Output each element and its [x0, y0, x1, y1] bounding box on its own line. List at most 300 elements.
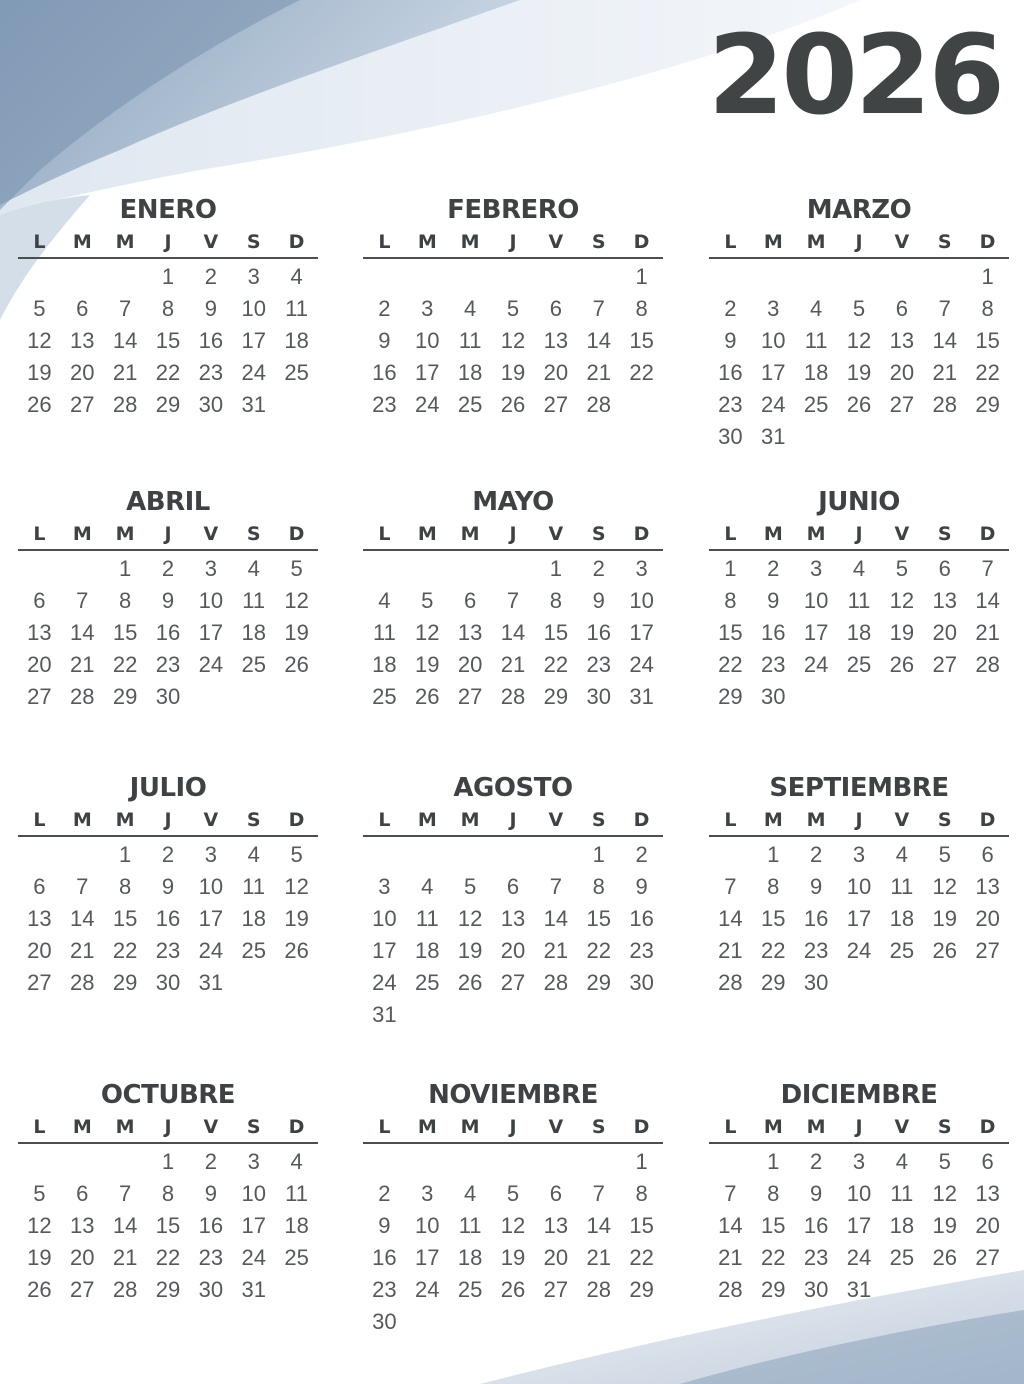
day-cell: 22	[155, 1245, 181, 1270]
weekday-label: L	[724, 1116, 737, 1138]
day-cell: 10	[241, 296, 266, 321]
day-cell: 9	[378, 1213, 391, 1238]
day-cell: 25	[415, 970, 440, 995]
day-cell: 5	[33, 1181, 46, 1206]
month-5	[363, 485, 663, 713]
day-cell: 19	[500, 1245, 526, 1270]
weekday-label: D	[979, 231, 996, 253]
day-cell: 6	[506, 874, 520, 899]
day-cell: 9	[204, 1181, 217, 1206]
day-cell: 27	[543, 392, 569, 417]
day-grid	[18, 839, 318, 999]
day-cell: 14	[70, 906, 95, 931]
day-cell: 27	[543, 1277, 569, 1302]
weekday-label: V	[203, 809, 219, 831]
day-cell: 25	[372, 684, 397, 709]
day-cell: 8	[767, 1181, 780, 1206]
day-cell: 14	[70, 620, 95, 645]
weekday-label: J	[855, 231, 863, 253]
day-cell: 9	[810, 1181, 823, 1206]
day-cell: 19	[457, 938, 483, 963]
month-3	[709, 193, 1009, 453]
day-cell: 14	[975, 588, 1000, 613]
month-name: JUNIO	[818, 487, 900, 517]
day-cell: 9	[635, 874, 648, 899]
day-cell: 21	[70, 652, 95, 677]
day-cell: 29	[155, 1277, 181, 1302]
day-cell: 17	[846, 1213, 872, 1238]
day-cell: 6	[895, 296, 908, 321]
month-8	[363, 771, 663, 1031]
day-cell: 27	[27, 684, 52, 709]
day-cell: 28	[112, 392, 138, 417]
weekday-label: L	[378, 231, 391, 253]
day-cell: 20	[975, 906, 1000, 931]
weekday-label: L	[724, 231, 737, 253]
day-cell: 12	[284, 874, 309, 899]
weekday-label: V	[203, 1116, 219, 1138]
day-cell: 15	[586, 906, 611, 931]
day-cell: 30	[803, 1277, 829, 1302]
day-cell: 16	[155, 620, 181, 645]
day-cell: 11	[285, 1181, 308, 1206]
weekday-label: J	[164, 231, 172, 253]
day-cell: 17	[241, 328, 266, 353]
day-cell: 4	[247, 556, 260, 581]
month-12	[709, 1078, 1009, 1306]
day-cell: 24	[198, 938, 224, 963]
weekday-label: L	[378, 809, 391, 831]
weekday-label: D	[288, 523, 305, 545]
day-cell: 23	[761, 652, 786, 677]
day-cell: 12	[932, 1181, 957, 1206]
weekday-label: D	[633, 809, 650, 831]
day-cell: 7	[119, 296, 132, 321]
day-cell: 7	[549, 874, 562, 899]
day-cell: 16	[803, 906, 829, 931]
day-cell: 26	[846, 392, 872, 417]
day-cell: 14	[112, 328, 138, 353]
day-cell: 8	[635, 296, 648, 321]
day-cell: 17	[415, 1245, 440, 1270]
day-cell: 18	[415, 938, 440, 963]
day-cell: 28	[70, 684, 95, 709]
day-cell: 9	[767, 588, 780, 613]
weekday-label: D	[979, 1116, 996, 1138]
weekday-label: D	[288, 231, 305, 253]
day-cell: 4	[290, 264, 303, 289]
day-cell: 17	[198, 906, 224, 931]
day-cell: 8	[635, 1181, 648, 1206]
day-cell: 11	[458, 328, 482, 353]
day-cell: 4	[895, 1149, 908, 1174]
day-cell: 30	[803, 970, 829, 995]
day-cell: 29	[112, 970, 138, 995]
day-cell: 23	[372, 1277, 397, 1302]
day-cell: 6	[981, 842, 994, 867]
day-cell: 29	[629, 1277, 654, 1302]
day-cell: 15	[155, 328, 181, 353]
day-cell: 15	[112, 620, 138, 645]
day-cell: 9	[810, 874, 823, 899]
day-cell: 26	[457, 970, 483, 995]
day-cell: 22	[718, 652, 743, 677]
weekday-label: S	[937, 1116, 952, 1138]
day-cell: 4	[421, 874, 434, 899]
day-cell: 5	[938, 1149, 951, 1174]
weekday-label: S	[591, 1116, 606, 1138]
month-name: MAYO	[472, 487, 554, 517]
day-cell: 3	[421, 1181, 434, 1206]
day-cell: 14	[586, 328, 611, 353]
day-cell: 11	[285, 296, 308, 321]
day-cell: 12	[500, 1213, 526, 1238]
day-cell: 16	[586, 620, 611, 645]
weekday-label: S	[591, 523, 606, 545]
weekday-label: S	[246, 1116, 261, 1138]
weekday-label: S	[246, 523, 261, 545]
day-cell: 14	[932, 328, 957, 353]
day-cell: 20	[975, 1213, 1000, 1238]
day-cell: 19	[846, 360, 872, 385]
day-cell: 16	[629, 906, 654, 931]
day-cell: 2	[635, 842, 648, 867]
day-cell: 27	[975, 1245, 1000, 1270]
weekday-label: V	[548, 809, 564, 831]
day-cell: 6	[33, 874, 46, 899]
day-cell: 30	[155, 970, 181, 995]
day-cell: 10	[415, 1213, 440, 1238]
day-cell: 28	[932, 392, 957, 417]
day-cell: 19	[500, 360, 526, 385]
day-grid	[363, 839, 663, 1031]
day-cell: 7	[724, 1181, 737, 1206]
day-cell: 27	[500, 970, 526, 995]
weekday-label: D	[633, 523, 650, 545]
day-cell: 18	[241, 906, 266, 931]
day-cell: 5	[852, 296, 866, 321]
day-cell: 13	[932, 588, 957, 613]
day-cell: 16	[761, 620, 786, 645]
day-cell: 13	[543, 328, 569, 353]
day-cell: 30	[372, 1309, 397, 1334]
weekday-header	[18, 807, 318, 837]
day-cell: 26	[889, 652, 915, 677]
month-name: JULIO	[129, 773, 207, 803]
day-cell: 5	[464, 874, 477, 899]
weekday-label: S	[246, 231, 261, 253]
day-cell: 20	[27, 938, 52, 963]
day-cell: 16	[372, 360, 397, 385]
day-grid	[363, 1146, 663, 1338]
month-1	[18, 193, 318, 421]
day-cell: 16	[155, 906, 181, 931]
weekday-label: D	[633, 231, 650, 253]
weekday-label: J	[855, 1116, 863, 1138]
day-cell: 28	[112, 1277, 138, 1302]
weekday-label: S	[937, 523, 952, 545]
day-cell: 20	[457, 652, 483, 677]
weekday-label: M	[115, 809, 135, 831]
day-cell: 12	[415, 620, 440, 645]
day-cell: 11	[847, 588, 871, 613]
day-cell: 8	[119, 874, 132, 899]
weekday-label: V	[894, 1116, 910, 1138]
day-cell: 13	[500, 906, 526, 931]
weekday-label: M	[417, 231, 437, 253]
weekday-label: M	[115, 523, 135, 545]
weekday-header	[709, 521, 1009, 551]
weekday-header	[18, 229, 318, 259]
day-cell: 23	[718, 392, 743, 417]
day-cell: 23	[198, 360, 224, 385]
day-cell: 30	[586, 684, 611, 709]
day-cell: 20	[70, 1245, 95, 1270]
day-cell: 21	[586, 1245, 611, 1270]
day-cell: 15	[543, 620, 569, 645]
weekday-label: J	[855, 809, 863, 831]
day-cell: 8	[161, 1181, 175, 1206]
day-cell: 7	[76, 588, 89, 613]
day-cell: 31	[629, 684, 654, 709]
weekday-label: M	[806, 231, 826, 253]
day-cell: 17	[415, 360, 440, 385]
weekday-header	[363, 1114, 663, 1144]
day-cell: 19	[932, 906, 957, 931]
day-cell: 3	[378, 874, 391, 899]
day-cell: 24	[198, 652, 224, 677]
weekday-label: M	[460, 809, 480, 831]
day-cell: 2	[724, 296, 737, 321]
weekday-label: L	[724, 809, 737, 831]
day-cell: 4	[810, 296, 823, 321]
day-cell: 2	[204, 264, 217, 289]
day-grid	[18, 261, 318, 421]
day-cell: 13	[27, 906, 52, 931]
weekday-label: M	[806, 523, 826, 545]
day-cell: 3	[247, 1149, 260, 1174]
day-cell: 5	[421, 588, 434, 613]
day-cell: 28	[586, 1277, 611, 1302]
day-cell: 3	[204, 842, 217, 867]
day-cell: 10	[198, 874, 224, 899]
day-cell: 25	[457, 392, 483, 417]
day-cell: 17	[846, 906, 872, 931]
day-cell: 6	[33, 588, 46, 613]
day-cell: 18	[457, 1245, 483, 1270]
day-cell: 19	[415, 652, 440, 677]
day-cell: 25	[457, 1277, 483, 1302]
weekday-label: M	[460, 1116, 480, 1138]
day-cell: 10	[415, 328, 440, 353]
day-cell: 31	[372, 1002, 397, 1027]
weekday-label: M	[806, 809, 826, 831]
day-cell: 19	[284, 620, 309, 645]
day-cell: 5	[290, 842, 303, 867]
weekday-label: M	[115, 1116, 135, 1138]
day-cell: 20	[70, 360, 95, 385]
day-cell: 17	[372, 938, 397, 963]
day-cell: 12	[284, 588, 309, 613]
day-cell: 10	[198, 588, 224, 613]
day-cell: 17	[241, 1213, 266, 1238]
day-cell: 25	[889, 1245, 915, 1270]
day-cell: 13	[543, 1213, 569, 1238]
weekday-label: D	[979, 523, 996, 545]
day-cell: 18	[889, 906, 915, 931]
day-cell: 16	[803, 1213, 829, 1238]
day-grid	[709, 553, 1009, 713]
day-cell: 7	[592, 1181, 605, 1206]
day-cell: 11	[804, 328, 828, 353]
day-cell: 21	[112, 1245, 138, 1270]
day-cell: 26	[284, 652, 309, 677]
weekday-label: V	[203, 523, 219, 545]
day-cell: 18	[846, 620, 872, 645]
day-cell: 24	[846, 1245, 872, 1270]
weekday-header	[709, 807, 1009, 837]
day-cell: 5	[290, 556, 303, 581]
day-cell: 28	[718, 1277, 743, 1302]
weekday-label: V	[894, 231, 910, 253]
day-cell: 29	[761, 970, 786, 995]
weekday-header	[709, 229, 1009, 259]
day-cell: 24	[241, 360, 266, 385]
day-cell: 1	[161, 1149, 175, 1174]
day-cell: 22	[543, 652, 569, 677]
day-cell: 3	[247, 264, 260, 289]
day-cell: 23	[629, 938, 654, 963]
day-cell: 9	[724, 328, 737, 353]
day-cell: 23	[155, 652, 181, 677]
day-cell: 13	[975, 1181, 1000, 1206]
day-cell: 29	[975, 392, 1000, 417]
day-cell: 13	[70, 1213, 95, 1238]
month-name: MARZO	[806, 195, 912, 225]
day-cell: 15	[761, 906, 786, 931]
day-cell: 21	[586, 360, 611, 385]
day-cell: 3	[204, 556, 217, 581]
day-cell: 26	[932, 938, 957, 963]
day-cell: 25	[803, 392, 829, 417]
day-cell: 24	[415, 392, 440, 417]
day-cell: 10	[846, 1181, 872, 1206]
day-cell: 27	[457, 684, 483, 709]
day-cell: 26	[27, 1277, 52, 1302]
day-cell: 6	[76, 296, 89, 321]
day-cell: 18	[457, 360, 483, 385]
day-cell: 31	[198, 970, 224, 995]
day-cell: 11	[458, 1213, 482, 1238]
day-grid	[709, 261, 1009, 453]
day-cell: 14	[718, 1213, 743, 1238]
day-cell: 30	[155, 684, 181, 709]
day-cell: 20	[500, 938, 526, 963]
day-cell: 11	[242, 588, 266, 613]
day-cell: 18	[803, 360, 829, 385]
day-cell: 22	[112, 652, 138, 677]
day-cell: 8	[592, 874, 605, 899]
weekday-label: V	[894, 523, 910, 545]
weekday-header	[18, 521, 318, 551]
day-cell: 19	[284, 906, 309, 931]
weekday-label: M	[763, 1116, 783, 1138]
day-cell: 24	[372, 970, 397, 995]
day-cell: 18	[241, 620, 266, 645]
day-cell: 10	[761, 328, 786, 353]
day-cell: 14	[718, 906, 743, 931]
day-cell: 6	[464, 588, 477, 613]
day-cell: 29	[718, 684, 743, 709]
day-cell: 3	[852, 842, 866, 867]
day-cell: 19	[932, 1213, 957, 1238]
day-cell: 20	[889, 360, 915, 385]
day-cell: 16	[198, 328, 224, 353]
day-cell: 6	[76, 1181, 89, 1206]
day-cell: 15	[155, 1213, 181, 1238]
day-cell: 8	[767, 874, 780, 899]
weekday-label: J	[509, 523, 517, 545]
month-2	[363, 193, 663, 421]
month-name: OCTUBRE	[100, 1080, 236, 1110]
day-grid	[363, 261, 663, 421]
weekday-label: M	[763, 809, 783, 831]
weekday-label: M	[806, 1116, 826, 1138]
day-cell: 21	[500, 652, 526, 677]
day-cell: 20	[932, 620, 957, 645]
month-name: DICIEMBRE	[780, 1080, 938, 1110]
weekday-label: J	[509, 809, 517, 831]
day-cell: 30	[629, 970, 654, 995]
month-name: FEBRERO	[447, 195, 579, 225]
day-cell: 25	[241, 652, 266, 677]
day-cell: 21	[543, 938, 569, 963]
day-cell: 21	[718, 938, 743, 963]
day-grid	[18, 553, 318, 713]
day-cell: 15	[112, 906, 138, 931]
weekday-label: M	[72, 231, 92, 253]
month-name: AGOSTO	[453, 773, 573, 803]
weekday-label: M	[417, 1116, 437, 1138]
day-cell: 9	[378, 328, 391, 353]
day-cell: 13	[70, 328, 95, 353]
day-grid	[18, 1146, 318, 1306]
weekday-label: V	[548, 523, 564, 545]
day-cell: 20	[543, 1245, 569, 1270]
day-cell: 26	[932, 1245, 957, 1270]
day-cell: 29	[761, 1277, 786, 1302]
day-cell: 10	[629, 588, 654, 613]
day-cell: 28	[586, 392, 611, 417]
day-cell: 22	[112, 938, 138, 963]
day-cell: 22	[975, 360, 1000, 385]
weekday-label: L	[33, 1116, 46, 1138]
day-cell: 10	[241, 1181, 266, 1206]
weekday-label: J	[164, 809, 172, 831]
day-cell: 9	[161, 588, 175, 613]
day-cell: 13	[27, 620, 52, 645]
day-cell: 25	[846, 652, 872, 677]
day-cell: 27	[70, 392, 95, 417]
day-cell: 27	[932, 652, 957, 677]
day-cell: 14	[112, 1213, 138, 1238]
day-cell: 23	[372, 392, 397, 417]
day-cell: 22	[761, 938, 786, 963]
day-cell: 23	[803, 1245, 829, 1270]
weekday-header	[363, 807, 663, 837]
day-cell: 21	[932, 360, 957, 385]
day-cell: 2	[204, 1149, 217, 1174]
